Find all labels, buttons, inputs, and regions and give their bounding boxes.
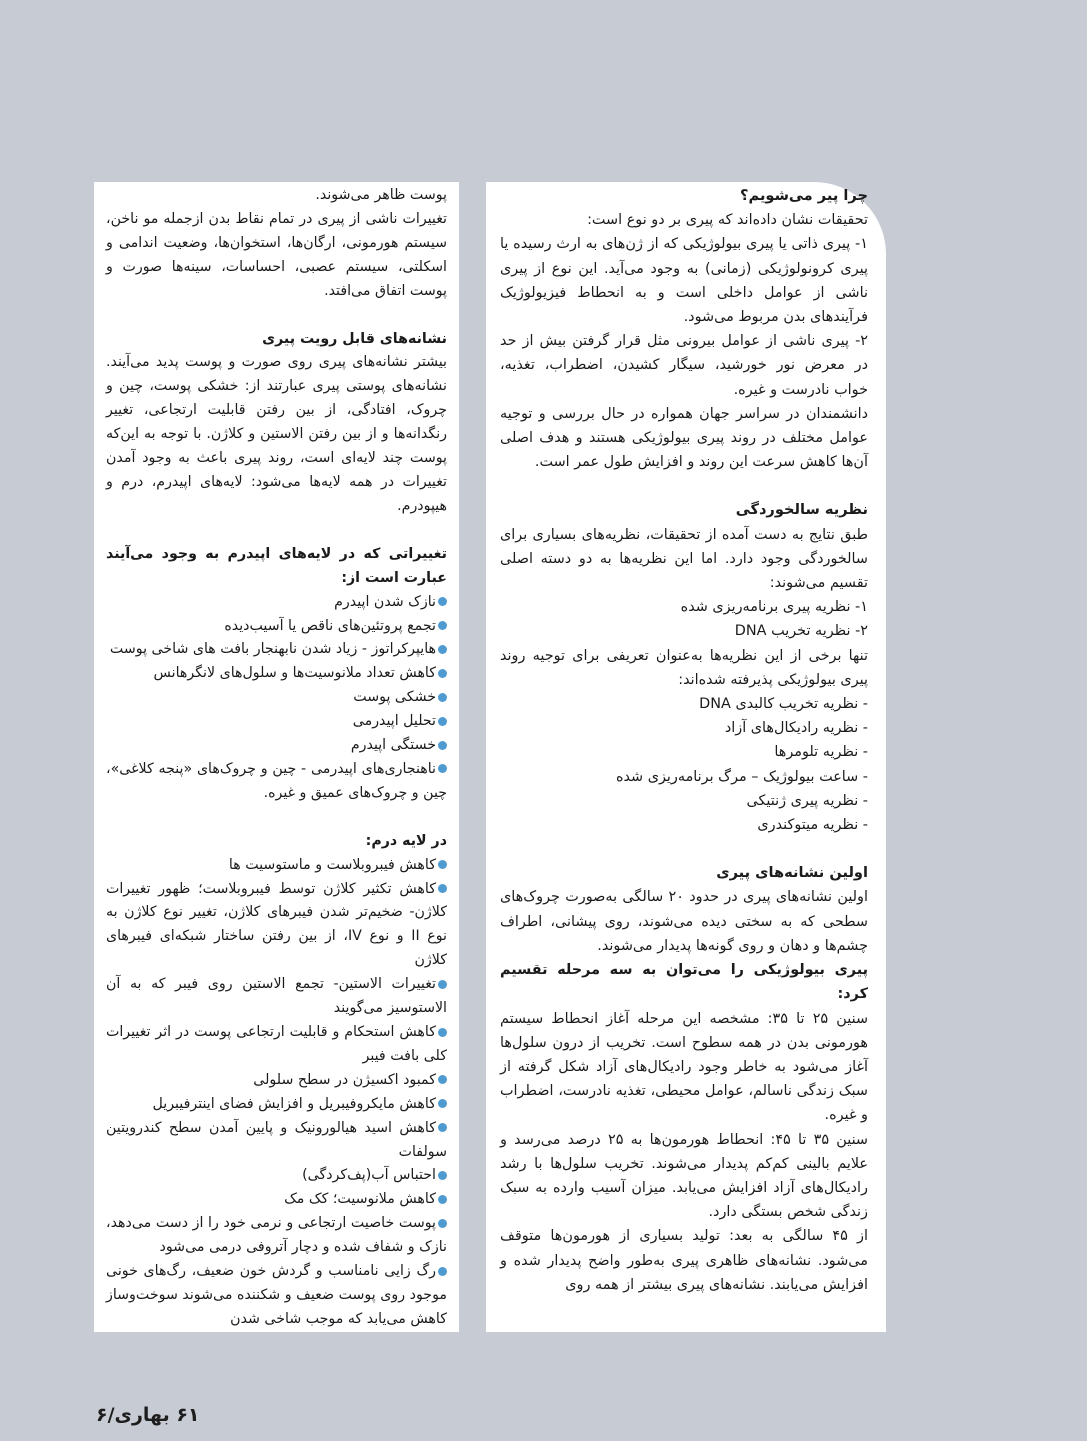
bullet-icon	[438, 693, 447, 702]
list-item: نازک شدن اپیدرم	[106, 591, 447, 615]
bullet-icon	[438, 597, 447, 606]
heading-epidermis-changes: تغییراتی که در لایه‌های اپیدرم به وجود می‌آیند عبارت است از:	[106, 545, 447, 586]
list-item: ناهنجاری‌های اپیدرمی - چین و چروک‌های «پنجه کلاغی»، چین و چروک‌های عمیق و غیره.	[106, 760, 447, 801]
heading-why-we-age: چرا پیر می‌شویم؟	[740, 187, 868, 204]
right-column	[486, 182, 886, 1332]
first-signs-para: اولین نشانه‌های پیری در حدود ۲۰ سالگی به‌صورت چروک‌های سطحی که به سختی دیده می‌شوند، روی پیشانی، اطراف چشم‌ها و دهان و روی گونه‌ها پدیدار می‌شوند.	[500, 889, 869, 954]
bullet-icon	[438, 1267, 447, 1276]
list-item: رگ زایی نامناسب و گردش خون ضعیف، رگ‌های خونی موجود روی پوست ضعیف و شکننده می‌شوند سوخت‌وساز کاهش می‌یابد که موجب شاخی شدن	[106, 1263, 447, 1327]
why-para: ۱- پیری ذاتی یا پیری بیولوژیکی که از ژن‌های به ارث رسیده یا پیری کرونولوژیکی (زمانی) به وجود می‌آید. این نوع از پیری ناشی از عوامل داخلی است و به انحطاط فیزیولوژیک فرآیندهای بدن مربوط می‌شود.	[500, 236, 868, 326]
bullet-icon	[438, 1219, 447, 1228]
theory-item: ۱- نظریه پیری برنامه‌ریزی شده	[680, 599, 868, 616]
bullet-icon	[438, 1099, 447, 1108]
bullet-icon	[438, 669, 447, 678]
list-item: کاهش تکثیر کلاژن توسط فیبروبلاست؛ ظهور تغییرات کلاژن- ضخیم‌تر شدن فیبرهای کلاژن، تغییر نوع کلاژن به نوع II و نوع IV، از بین رفتن ساختار شبکه‌ای فیبرهای کلاژن	[106, 880, 447, 969]
bullet-icon	[438, 621, 447, 630]
list-item: کاهش مایکروفیبریل و افزایش فضای اینترفیبریل	[106, 1093, 447, 1117]
list-item: کاهش فیبروبلاست و ماستوسیت ها	[106, 854, 447, 878]
list-item: هایپرکراتوز - زیاد شدن نابهنجار بافت های شاخی پوست	[106, 638, 447, 662]
heading-stages: پیری بیولوژیکی را می‌توان به سه مرحله تقسیم کرد:	[500, 962, 868, 1003]
list-item: کاهش ملانوسیت؛ کک مک	[106, 1188, 447, 1212]
page-footer: ۶۱ بهاری/۶	[96, 1404, 200, 1426]
heading-visible-signs: نشانه‌های قابل رویت پیری	[262, 330, 447, 347]
heading-first-signs: اولین نشانه‌های پیری	[716, 864, 868, 882]
heading-dermis: در لایه درم:	[365, 832, 447, 849]
list-item: پوست خاصیت ارتجاعی و نرمی خود را از دست می‌دهد، نازک و شفاف شده و دچار آتروفی درمی می‌شود	[106, 1215, 447, 1256]
bullet-icon	[438, 1171, 447, 1180]
stage-para: از ۴۵ سالگی به بعد: تولید بسیاری از هورمون‌ها متوقف می‌شود. نشانه‌های ظاهری پیری به‌طور واضح پدیدار شده و افزایش می‌یابند. نشانه‌های پیری بیشتر از همه روی	[500, 1228, 868, 1293]
list-item: احتباس آب(پف‌کردگی)	[106, 1164, 447, 1188]
bullet-icon	[438, 1075, 447, 1084]
why-para: دانشمندان در سراسر جهان همواره در حال بررسی و توجیه عوامل مختلف در روند پیری بیولوژیکی هستند و هدف اصلی آن‌ها کاهش سرعت این روند و افزایش طول عمر است.	[500, 405, 868, 471]
theory-item: ۲- نظریه تخریب DNA	[734, 623, 868, 640]
list-item: خشکی پوست	[106, 686, 447, 710]
heading-aging-theory: نظریه سالخوردگی	[735, 501, 868, 519]
visible-signs-para: بیشتر نشانه‌های پیری روی صورت و پوست پدید می‌آیند. نشانه‌های پوستی پیری عبارتند از: خشکی پوست، چین و چروک، افتادگی، از بین رفتن قابلیت ارتجاعی، تغییر رنگدانه‌ها و از بین رفتن الاستین و کلاژن. با توجه به این‌که پوست چند لایه‌ای است، روند پیری باعث به وجود آمدن تغییرات در همه لایه‌ها می‌شود: لایه‌های اپیدرم، درم و هیپودرم.	[106, 354, 447, 514]
accepted-item: - نظریه تخریب کالبدی DNA	[699, 696, 868, 713]
accepted-item: - ساعت بیولوژیک – مرگ برنامه‌ریزی شده	[615, 768, 868, 785]
stage-para: سنین ۲۵ تا ۳۵: مشخصه این مرحله آغاز انحطاط سیستم هورمونی بدن در همه سطوح است. تخریب از درون سلول‌ها آغاز می‌شود به خاطر وجود رادیکال‌های آزاد شکل گرفته از سبک زندگی ناسالم، عوامل محیطی، تغذیه نادرست، اضطراب و غیره.	[500, 1010, 868, 1124]
bullet-icon	[438, 741, 447, 750]
bullet-icon	[438, 860, 447, 869]
bullet-icon	[438, 980, 447, 989]
list-item: تجمع پروتئین‌های ناقص یا آسیب‌دیده	[106, 615, 447, 639]
accepted-item: - نظریه پیری ژنتیکی	[746, 792, 868, 809]
list-item: کمبود اکسیژن در سطح سلولی	[106, 1069, 447, 1093]
theory-accepted-intro: تنها برخی از این نظریه‌ها به‌عنوان تعریفی برای توجیه روند پیری بیولوژیکی پذیرفته شده‌اند:	[500, 647, 868, 688]
why-para: تحقیقات نشان داده‌اند که پیری بر دو نوع است:	[587, 212, 868, 229]
dermis-list	[106, 854, 447, 1332]
accepted-item: - نظریه تلومرها	[774, 744, 868, 761]
stage-para: سنین ۳۵ تا ۴۵: انحطاط هورمون‌ها به ۲۵ درصد می‌رسد و علایم بالینی کم‌کم پدیدار می‌شوند. تخریب سلول‌ها با رشد رادیکال‌های آزاد افزایش می‌یابد. میزان آسیب وارده به سبک زندگی شخص بستگی دارد.	[500, 1131, 868, 1221]
list-item: کاهش تعداد ملانوسیت‌ها و سلول‌های لانگرهانس	[106, 662, 447, 686]
accepted-item: - نظریه میتوکندری	[757, 817, 868, 834]
bullet-icon	[438, 764, 447, 773]
why-para: ۲- پیری ناشی از عوامل بیرونی مثل قرار گرفتن بیش از حد در معرض نور خورشید، سیگار کشیدن، اضطراب، تغذیه، خواب نادرست و غیره.	[500, 333, 868, 398]
bullet-icon	[438, 1195, 447, 1204]
list-item: تغییرات الاستین- تجمع الاستین روی فیبر که به آن الاستوسیز می‌گویند	[106, 976, 447, 1017]
bullet-icon	[438, 1028, 447, 1037]
bullet-icon	[438, 884, 447, 893]
accepted-item: - نظریه رادیکال‌های آزاد	[724, 720, 868, 737]
epidermis-list	[106, 591, 447, 806]
continued-para: پوست ظاهر می‌شوند.	[315, 187, 447, 203]
bullet-icon	[438, 1123, 447, 1132]
bullet-icon	[438, 717, 447, 726]
list-item: کاهش اسید هیالورونیک و پایین آمدن سطح کندرویتین سولفات	[106, 1119, 447, 1160]
theory-intro: طبق نتایج به دست آمده از تحقیقات، نظریه‌های بسیاری برای سالخوردگی وجود دارد. اما این نظریه‌ها به دو دسته اصلی تقسیم می‌شوند:	[500, 526, 868, 592]
body-para: تغییرات ناشی از پیری در تمام نقاط بدن ازجمله مو ناخن، سیستم هورمونی، ارگان‌ها، استخوان‌ها، وضعیت اندامی و اسکلتی، سیستم عصبی، احساسات، سینه‌ها صورت و پوست اتفاق می‌افتد.	[106, 210, 447, 299]
left-column	[94, 182, 459, 1332]
bullet-icon	[438, 645, 447, 654]
list-item: خستگی اپیدرم	[106, 734, 447, 758]
list-item: تحلیل اپیدرمی	[106, 710, 447, 734]
list-item: کاهش استحکام و قابلیت ارتجاعی پوست در اثر تغییرات کلی بافت فیبر	[106, 1024, 447, 1064]
